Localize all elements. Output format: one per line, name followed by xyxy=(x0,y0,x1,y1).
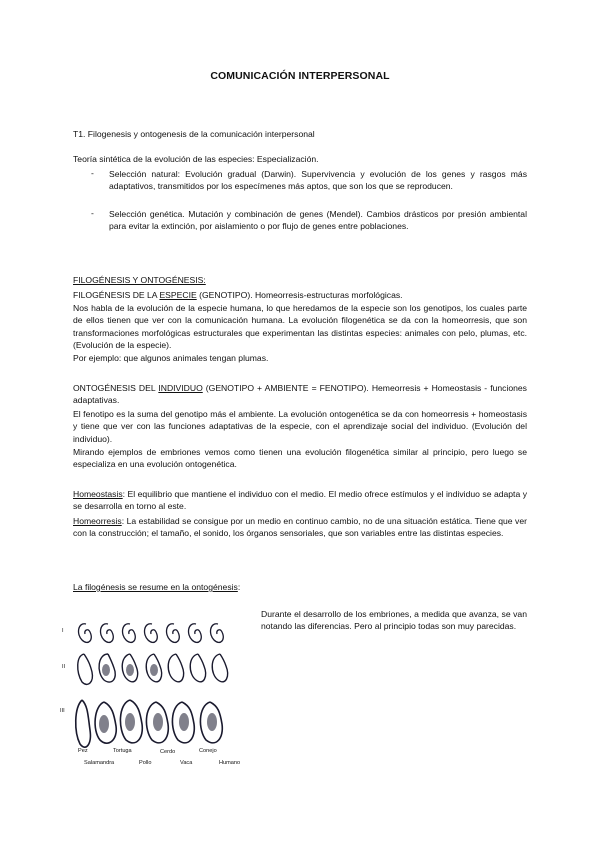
bullet-marker-2: - xyxy=(91,208,94,218)
filogenesis-pre: FILOGÉNESIS DE LA xyxy=(73,290,160,300)
filogenesis-line xyxy=(73,289,403,301)
filogenesis-paragraph: Nos habla de la evolución de la especie humana, lo que heredamos de la especie son los genotipos, los cuales parte de ellos tienen que ver con la comunicación humana. La evolución filogenética se da con la homeorresis, que son transformaciones morfológicas estructurales que experimentan las distintas especies: animales con pelo, plumas, etc. (Evolución de la especie). xyxy=(73,303,527,350)
label-salamandra: Salamandra xyxy=(84,760,115,766)
row-label-3: III xyxy=(60,708,65,714)
teoria-intro: Teoría sintética de la evolución de las especies: Especialización. xyxy=(73,154,319,164)
embryo-shading xyxy=(99,664,217,733)
resumen-heading-colon: : xyxy=(237,582,241,592)
ontogenesis-line xyxy=(73,382,527,407)
filo-onto-heading: FILOGÉNESIS Y ONTOGÉNESIS: xyxy=(73,275,206,285)
embryo-side-text: Durante el desarrollo de los embriones, a medida que avanza, se van notando las diferencias. Pero al principio todas son muy parecidas. xyxy=(261,609,527,632)
bullet-seleccion-natural: Selección natural: Evolución gradual (Darwin). Supervivencia y evolución de los genes y rasgos más adaptativos, transmitidos por los especímenes más aptos, que son los que se reproducen. xyxy=(109,169,527,192)
resumen-heading-text: La filogénesis se resume en la ontogénesis xyxy=(73,582,238,592)
label-conejo: Conejo xyxy=(199,748,217,754)
filogenesis-post: (GENOTIPO). Homeorresis-estructuras morfológicas. xyxy=(196,290,403,300)
label-pez: Pez xyxy=(78,748,88,754)
filogenesis-example: Por ejemplo: que algunos animales tengan plumas. xyxy=(73,353,269,363)
bullet-marker-1: - xyxy=(91,168,94,178)
label-pollo: Pollo xyxy=(139,760,152,766)
homeostasis-definition xyxy=(73,488,527,513)
embryo-row-3 xyxy=(76,700,223,747)
bullet-seleccion-genetica: Selección genética. Mutación y combinación de genes (Mendel). Cambios drásticos por presión ambiental para evitar la extinción, por aislamiento o por flujo de genes entre poblaciones. xyxy=(109,209,527,232)
label-humano: Humano xyxy=(219,760,241,766)
homeorresis-text: : La estabilidad se consigue por un medio en continuo cambio, no de una situación estática. Tiene que ver con la construcción; el tamaño, el sonido, los órganos sensoriales, que son variables entre las distintas especies. xyxy=(73,516,527,539)
t1-heading: T1. Filogenesis y ontogenesis de la comunicación interpersonal xyxy=(73,129,315,139)
embriones-paragraph: Mirando ejemplos de embriones vemos como tienen una evolución filogenética similar al principio, pero luego se especializa en una evolución ontogenética. xyxy=(73,447,527,470)
homeorresis-term: Homeorresis xyxy=(73,516,122,526)
label-vaca: Vaca xyxy=(180,760,193,766)
embryo-row-1 xyxy=(79,624,224,643)
resumen-heading xyxy=(73,581,240,593)
ontogenesis-post: (GENOTIPO + AMBIENTE = FENOTIPO). Hemeorresis + Homeostasis - funciones adaptativas. xyxy=(73,383,527,406)
homeorresis-definition xyxy=(73,515,527,540)
filogenesis-especie: ESPECIE xyxy=(159,290,197,300)
page-title: COMUNICACIÓN INTERPERSONAL xyxy=(210,70,390,82)
label-cerdo: Cerdo xyxy=(160,749,176,755)
row-label-1: I xyxy=(62,628,64,634)
fenotipo-paragraph: El fenotipo es la suma del genotipo más el ambiente. La evolución ontogenética se da con homeorresis + homeostasis y tiene que ver con las funciones adaptativas de la especie, con el aprendizaje social del individuo. (Evolución del individuo). xyxy=(73,409,527,444)
homeostasis-term: Homeostasis xyxy=(73,489,123,499)
ontogenesis-individuo: INDIVIDUO xyxy=(158,383,203,393)
row-label-2: II xyxy=(62,664,66,670)
homeostasis-text: : El equilibrio que mantiene el individuo con el medio. El medio ofrece estímulos y el individuo se adapta y se desarrolla en torno al este. xyxy=(73,489,527,512)
label-tortuga: Tortuga xyxy=(113,748,132,754)
ontogenesis-pre: ONTOGÉNESIS DEL xyxy=(73,383,159,393)
